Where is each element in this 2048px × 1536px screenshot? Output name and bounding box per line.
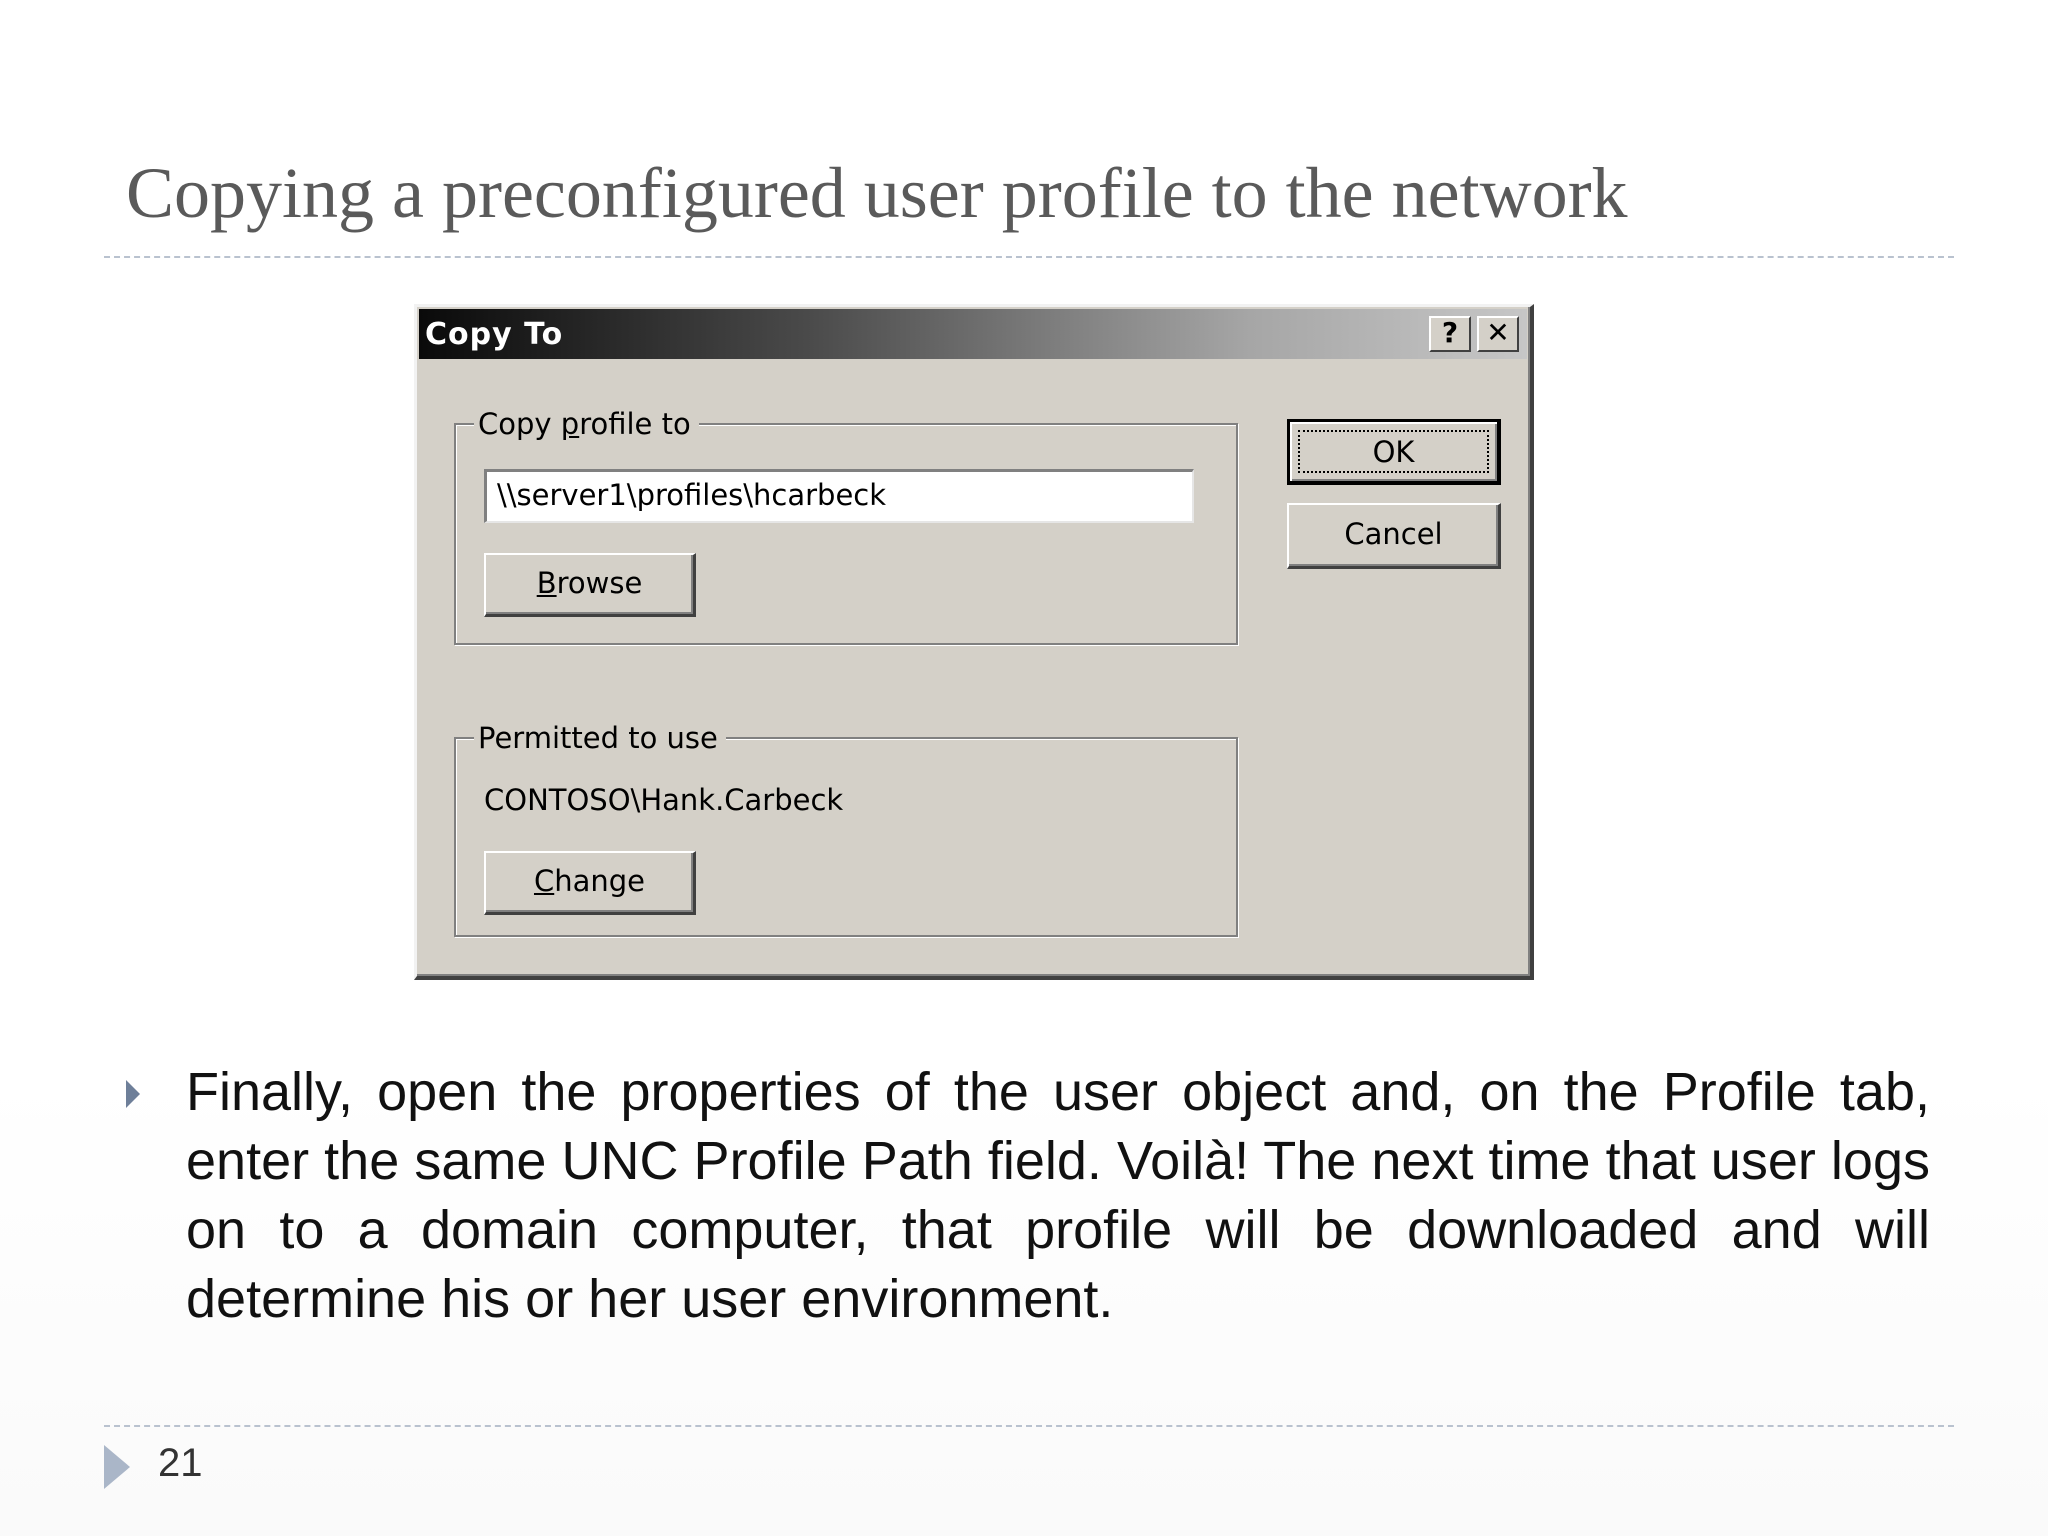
copy-to-dialog <box>414 304 1534 980</box>
profile-path-input[interactable]: \\server1\profiles\hcarbeck <box>484 469 1194 523</box>
ok-button[interactable] <box>1287 419 1501 485</box>
slide-title: Copying a preconfigured user profile to the network <box>126 153 1628 233</box>
permitted-user: CONTOSO\Hank.Carbeck <box>484 783 844 817</box>
title-divider <box>104 256 1954 258</box>
cancel-button[interactable]: Cancel <box>1287 503 1501 569</box>
close-button[interactable]: ✕ <box>1477 316 1519 352</box>
browse-button[interactable]: Browse <box>484 553 696 617</box>
dialog-titlebar[interactable] <box>419 309 1527 359</box>
ok-button-label: OK <box>1298 430 1489 473</box>
slide-body-text: Finally, open the properties of the user object and, on the Profile tab, enter the same UNC Profile Path field. Voilà! The next time that user logs on to a domain computer, that profile will be downloaded and will determine his or her user environment. <box>186 1062 1930 1329</box>
copy-profile-label: Copy profile to <box>474 407 699 441</box>
permitted-to-use-label: Permitted to use <box>474 721 726 755</box>
bullet-arrow-icon <box>126 1080 140 1108</box>
dialog-title: Copy To <box>425 317 564 352</box>
copy-profile-group <box>454 407 1238 645</box>
help-button[interactable]: ? <box>1429 316 1471 352</box>
permitted-to-use-group <box>454 721 1238 937</box>
page-number: 21 <box>158 1441 203 1485</box>
page-arrow-icon <box>104 1445 130 1489</box>
change-button[interactable]: Change <box>484 851 696 915</box>
footer-divider <box>104 1425 1954 1427</box>
